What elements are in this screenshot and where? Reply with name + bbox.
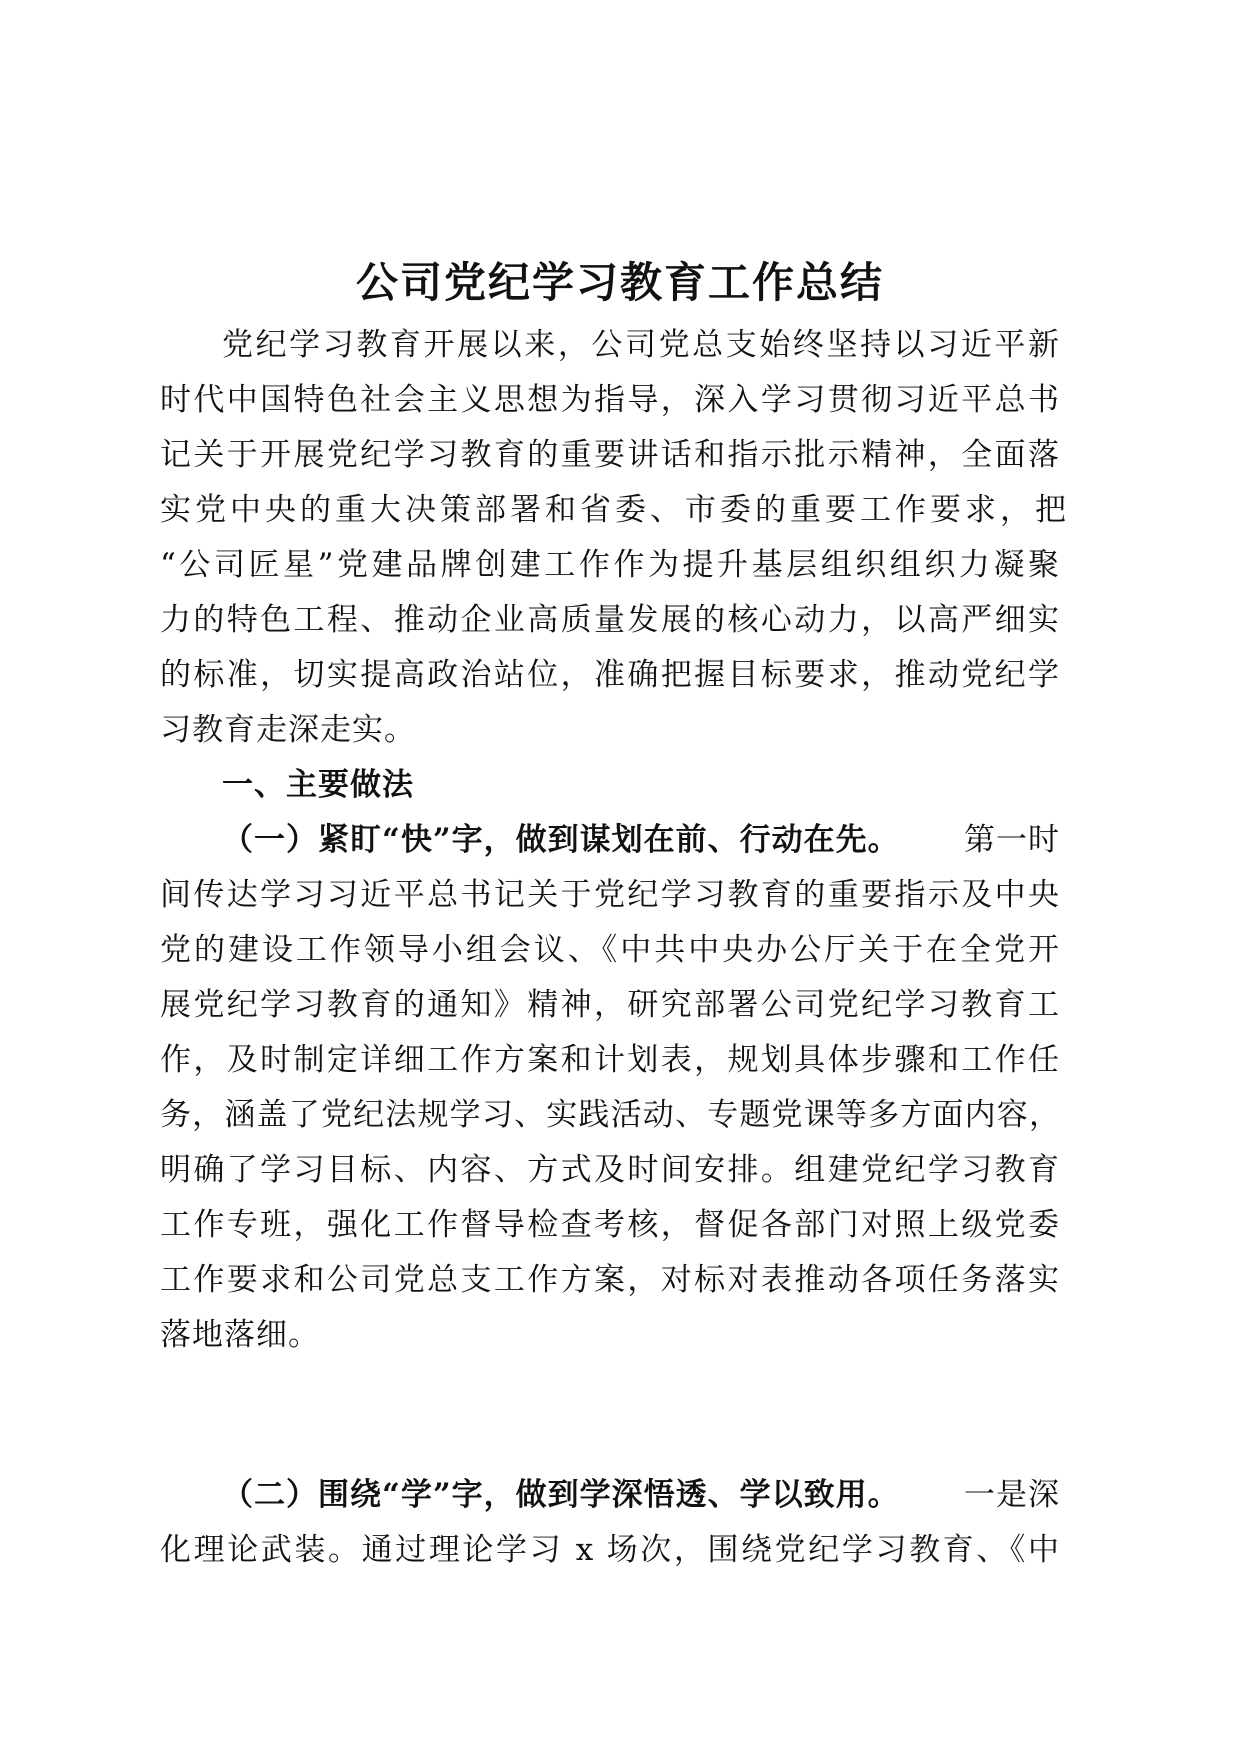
- section-heading: 一、主要做法: [222, 767, 414, 803]
- intro-line: “公司匠星”党建品牌创建工作作为提升基层组织组织力凝聚: [160, 547, 1060, 583]
- subsection-1-line: 展党纪学习教育的通知》精神，研究部署公司党纪学习教育工: [160, 987, 1060, 1023]
- subsection-1-line: 务，涵盖了党纪法规学习、实践活动、专题党课等多方面内容，: [160, 1097, 1060, 1133]
- subsection-2-line: 化理论武装。通过理论学习 x 场次，围绕党纪学习教育、《中: [160, 1532, 1060, 1568]
- subsection-1-line: 作，及时制定详细工作方案和计划表，规划具体步骤和工作任: [160, 1042, 1060, 1078]
- subsection-1-line: 间传达学习习近平总书记关于党纪学习教育的重要指示及中央: [160, 877, 1060, 913]
- subsection-1-first-line: [222, 822, 1060, 858]
- subsection-2-first-line: [222, 1477, 1060, 1513]
- intro-line: 习教育走深走实。: [160, 712, 416, 748]
- subsection-1-line: 党的建设工作领导小组会议、《中共中央办公厅关于在全党开: [160, 932, 1060, 968]
- document-title: 公司党纪学习教育工作总结: [355, 258, 884, 307]
- intro-line: 力的特色工程、推动企业高质量发展的核心动力，以高严细实: [160, 602, 1060, 638]
- intro-line: 实党中央的重大决策部署和省委、市委的重要工作要求，把: [160, 492, 1070, 528]
- subsection-1-line: 工作专班，强化工作督导检查考核，督促各部门对照上级党委: [160, 1207, 1060, 1243]
- subsection-2-text: 一是深: [964, 1477, 1060, 1513]
- intro-line: 时代中国特色社会主义思想为指导，深入学习贯彻习近平总书: [160, 382, 1060, 418]
- subsection-2-heading: （二）围绕“学”字，做到学深悟透、学以致用。: [222, 1477, 900, 1513]
- subsection-1-text: 第一时: [964, 822, 1060, 858]
- subsection-1-line: 落地落细。: [160, 1317, 320, 1353]
- intro-line: 的标准，切实提高政治站位，准确把握目标要求，推动党纪学: [160, 657, 1060, 693]
- subsection-1-heading: （一）紧盯“快”字，做到谋划在前、行动在先。: [222, 822, 900, 858]
- subsection-1-line: 明确了学习目标、内容、方式及时间安排。组建党纪学习教育: [160, 1152, 1060, 1188]
- intro-line: 记关于开展党纪学习教育的重要讲话和指示批示精神，全面落: [160, 437, 1060, 473]
- intro-line: 党纪学习教育开展以来，公司党总支始终坚持以习近平新: [222, 327, 1060, 363]
- subsection-1-line: 工作要求和公司党总支工作方案，对标对表推动各项任务落实: [160, 1262, 1060, 1298]
